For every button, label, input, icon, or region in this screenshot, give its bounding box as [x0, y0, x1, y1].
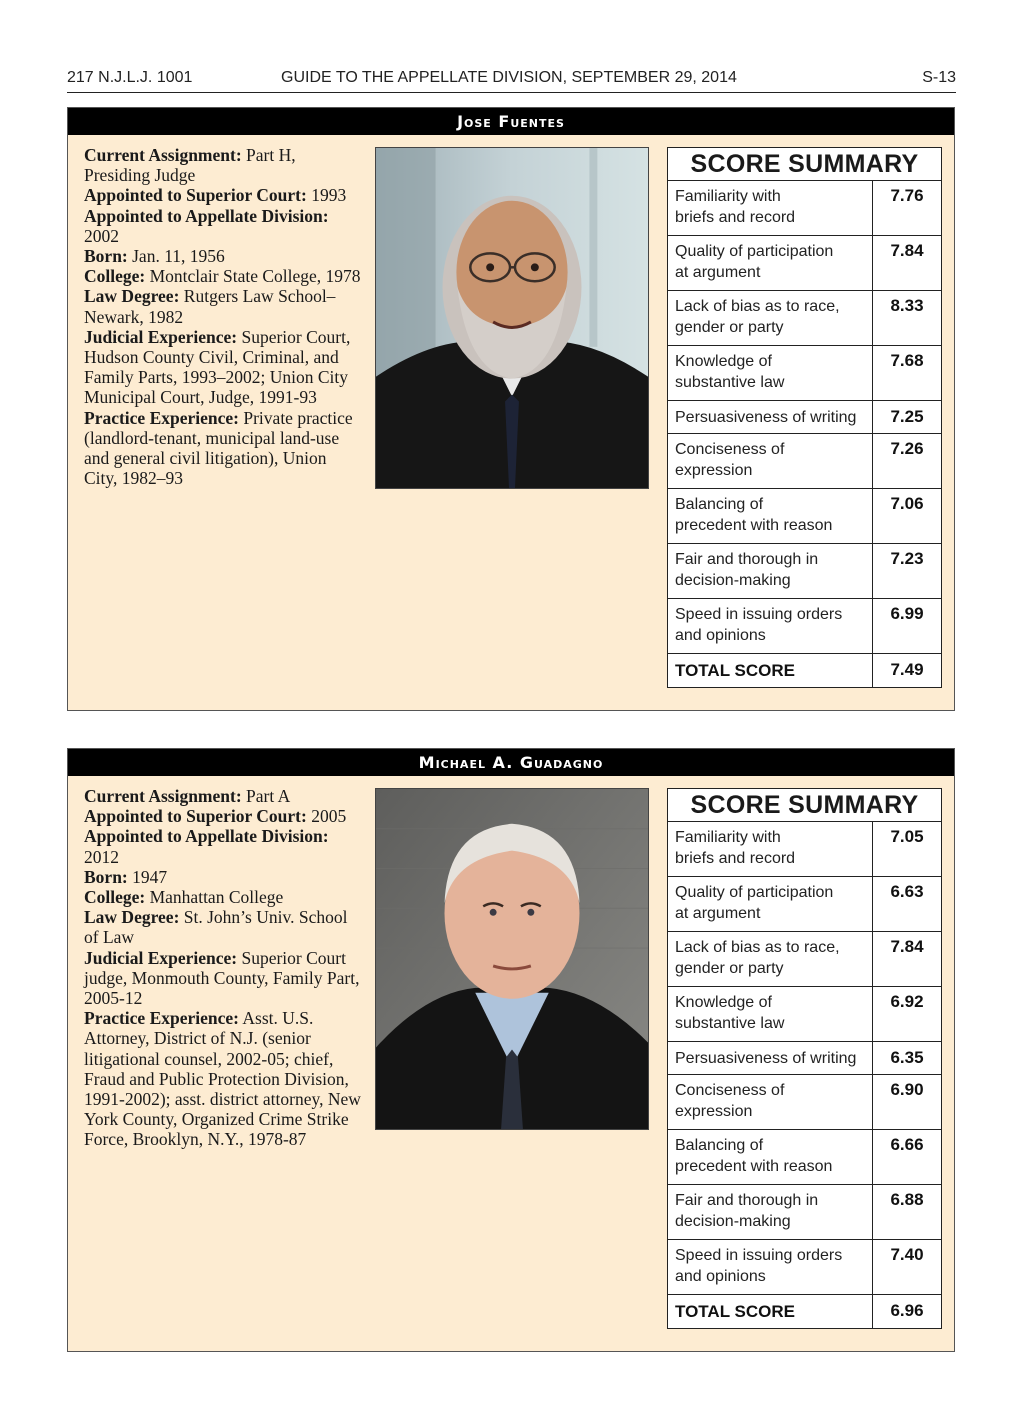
bio-appointed-superior: Appointed to Superior Court: 2005	[84, 806, 347, 827]
score-label: Lack of bias as to race, gender or party	[668, 932, 873, 986]
judge-name: Jose Fuentes	[68, 108, 954, 135]
running-header	[67, 66, 956, 93]
score-row-conciseness	[668, 1075, 941, 1130]
score-label: Conciseness of expression	[668, 1075, 873, 1129]
score-label: Familiarity with briefs and record	[668, 822, 873, 876]
bio-born: Born: 1947	[84, 866, 168, 887]
bio-born: Born: Jan. 11, 1956	[84, 246, 225, 267]
page-number: S-13	[922, 69, 956, 86]
score-row-speed	[668, 599, 941, 654]
bio-appointed-superior: Appointed to Superior Court: 1993	[84, 185, 347, 206]
total-score-value: 7.49	[890, 660, 924, 679]
score-row-participation	[668, 236, 941, 291]
score-value: 7.25	[890, 407, 924, 426]
judge-profile-fuentes	[67, 107, 955, 711]
score-value: 7.84	[890, 937, 924, 956]
score-row-familiarity	[668, 181, 941, 236]
score-label: Persuasiveness of writing	[668, 1042, 873, 1074]
judge-profile-guadagno	[67, 748, 955, 1352]
bio-judicial-experience: Judicial Experience: Superior Court judge, Monmouth County, Family Part, 2005-12	[84, 947, 360, 1009]
score-summary	[667, 788, 942, 1329]
score-value: 6.90	[890, 1080, 924, 1099]
score-value: 6.92	[890, 992, 924, 1011]
score-summary-title: SCORE SUMMARY	[668, 148, 941, 181]
bio-college: College: Manhattan College	[84, 887, 284, 908]
judge-portrait-photo	[375, 147, 649, 489]
judge-portrait-photo	[375, 788, 649, 1130]
score-value: 6.63	[890, 882, 924, 901]
score-row-knowledge	[668, 987, 941, 1042]
score-label: Balancing of precedent with reason	[668, 1130, 873, 1184]
score-value: 6.88	[890, 1190, 924, 1209]
score-value: 7.84	[890, 241, 924, 260]
score-value: 7.05	[890, 827, 924, 846]
score-summary-title: SCORE SUMMARY	[668, 789, 941, 822]
score-row-knowledge	[668, 346, 941, 401]
score-label: Familiarity with briefs and record	[668, 181, 873, 235]
score-row-speed	[668, 1240, 941, 1295]
score-row-familiarity	[668, 822, 941, 877]
score-value: 6.66	[890, 1135, 924, 1154]
score-row-participation	[668, 877, 941, 932]
score-label: Fair and thorough in decision-making	[668, 544, 873, 598]
score-value: 8.33	[890, 296, 924, 315]
bio-practice-experience: Practice Experience: Private practice (landlord-tenant, municipal land-use and general civil litigation), Union City, 1982–93	[84, 407, 353, 489]
score-label: Lack of bias as to race, gender or party	[668, 291, 873, 345]
bio-law-degree: Law Degree: St. John’s Univ. School of Law	[84, 907, 348, 948]
score-row-bias	[668, 291, 941, 346]
score-row-conciseness	[668, 434, 941, 489]
score-row-total	[668, 1295, 941, 1328]
score-value: 6.35	[890, 1048, 924, 1067]
total-score-value: 6.96	[890, 1301, 924, 1320]
score-value: 7.40	[890, 1245, 924, 1264]
score-row-balancing	[668, 1130, 941, 1185]
score-label: Fair and thorough in decision-making	[668, 1185, 873, 1239]
bio-judicial-experience: Judicial Experience: Superior Court, Hudson County Civil, Criminal, and Family Parts, 1993–2002; Union City Municipal Court, Judge, 1991-93	[84, 326, 351, 408]
score-value: 7.23	[890, 549, 924, 568]
judge-name: Michael A. Guadagno	[68, 749, 954, 776]
judge-bio	[84, 786, 364, 1150]
bio-college: College: Montclair State College, 1978	[84, 266, 361, 287]
score-label: Speed in issuing orders and opinions	[668, 1240, 873, 1294]
judge-bio	[84, 145, 364, 488]
score-row-persuasiveness	[668, 401, 941, 434]
score-row-persuasiveness	[668, 1042, 941, 1075]
bio-practice-experience: Practice Experience: Asst. U.S. Attorney, District of N.J. (senior litigational counsel, 2002-05; chief, Fraud and Public Protection Division, 1991-2002); asst. district attorney, New York County, Organized Crime Strike Force, Brooklyn, N.Y., 1978-87	[84, 1008, 361, 1150]
score-row-balancing	[668, 489, 941, 544]
score-row-fair	[668, 1185, 941, 1240]
score-label: Knowledge of substantive law	[668, 987, 873, 1041]
bio-current-assignment: Current Assignment: Part H, Presiding Judge	[84, 145, 296, 186]
score-label: Quality of participation at argument	[668, 877, 873, 931]
score-label: Quality of participation at argument	[668, 236, 873, 290]
score-value: 7.68	[890, 351, 924, 370]
bio-current-assignment: Current Assignment: Part A	[84, 786, 291, 806]
score-label: Knowledge of substantive law	[668, 346, 873, 400]
score-label: Speed in issuing orders and opinions	[668, 599, 873, 653]
journal-citation: 217 N.J.L.J. 1001	[67, 69, 193, 86]
total-score-label: TOTAL SCORE	[668, 1295, 873, 1328]
bio-law-degree: Law Degree: Rutgers Law School–Newark, 1982	[84, 286, 336, 327]
score-value: 7.06	[890, 494, 924, 513]
total-score-label: TOTAL SCORE	[668, 654, 873, 687]
score-label: Conciseness of expression	[668, 434, 873, 488]
score-value: 6.99	[890, 604, 924, 623]
guide-title: GUIDE TO THE APPELLATE DIVISION, SEPTEMBER 29, 2014	[281, 69, 737, 86]
score-summary	[667, 147, 942, 688]
score-label: Persuasiveness of writing	[668, 401, 873, 433]
score-row-total	[668, 654, 941, 687]
score-row-fair	[668, 544, 941, 599]
score-label: Balancing of precedent with reason	[668, 489, 873, 543]
bio-appointed-appellate: Appointed to Appellate Division: 2002	[84, 205, 329, 246]
score-value: 7.26	[890, 439, 924, 458]
score-row-bias	[668, 932, 941, 987]
score-value: 7.76	[890, 186, 924, 205]
bio-appointed-appellate: Appointed to Appellate Division: 2012	[84, 826, 329, 867]
